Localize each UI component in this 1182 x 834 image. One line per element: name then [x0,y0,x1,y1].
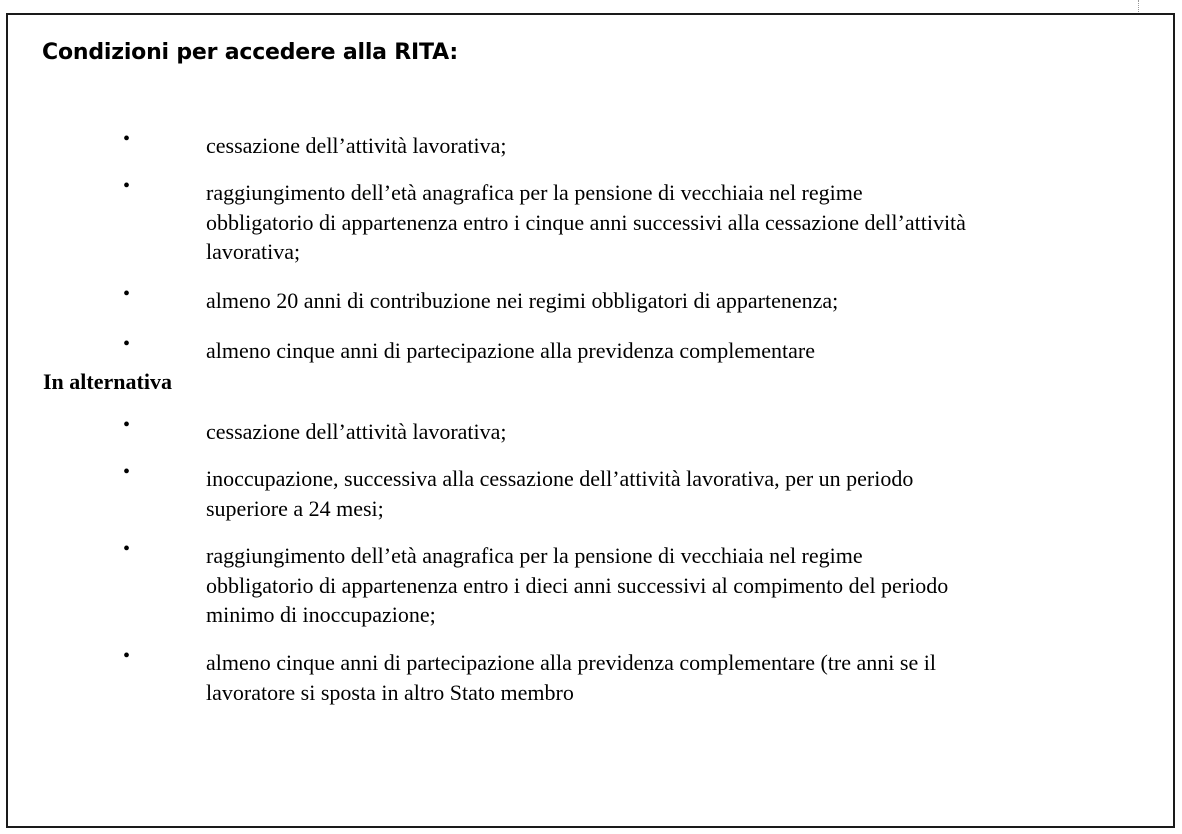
list-item-text: inoccupazione, successiva alla cessazione dell’attività lavorativa, per un periodo superiore a 24 mesi; [206,466,914,521]
bullet-icon: • [123,414,131,436]
page-title: Condizioni per accedere alla RITA: [42,40,458,65]
list-item-text: cessazione dell’attività lavorativa; [206,419,507,444]
list-item-text: raggiungimento dell’età anagrafica per la pensione di vecchiaia nel regime obbligatorio di appartenenza entro i cinque anni successivi alla cessazione dell’attività lavorativa; [206,180,966,264]
bullet-icon: • [123,283,131,305]
bullet-icon: • [123,645,131,667]
page-corner-mark [1138,0,1139,12]
bullet-icon: • [123,538,131,560]
list-item-text: cessazione dell’attività lavorativa; [206,133,507,158]
list-item-text: raggiungimento dell’età anagrafica per la pensione di vecchiaia nel regime obbligatorio di appartenenza entro i dieci anni successivi al compimento del periodo minimo di inoccupazione; [206,543,949,627]
bullet-icon: • [123,333,131,355]
alternative-heading: In alternativa [43,369,172,394]
bullet-icon: • [123,461,131,483]
list-item-text: almeno cinque anni di partecipazione alla previdenza complementare [206,338,815,363]
list-item-text: almeno cinque anni di partecipazione alla previdenza complementare (tre anni se il lavoratore si sposta in altro Stato membro [206,650,936,705]
bullet-icon: • [123,175,131,197]
bullet-icon: • [123,128,131,150]
list-item-text: almeno 20 anni di contribuzione nei regimi obbligatori di appartenenza; [206,288,839,313]
